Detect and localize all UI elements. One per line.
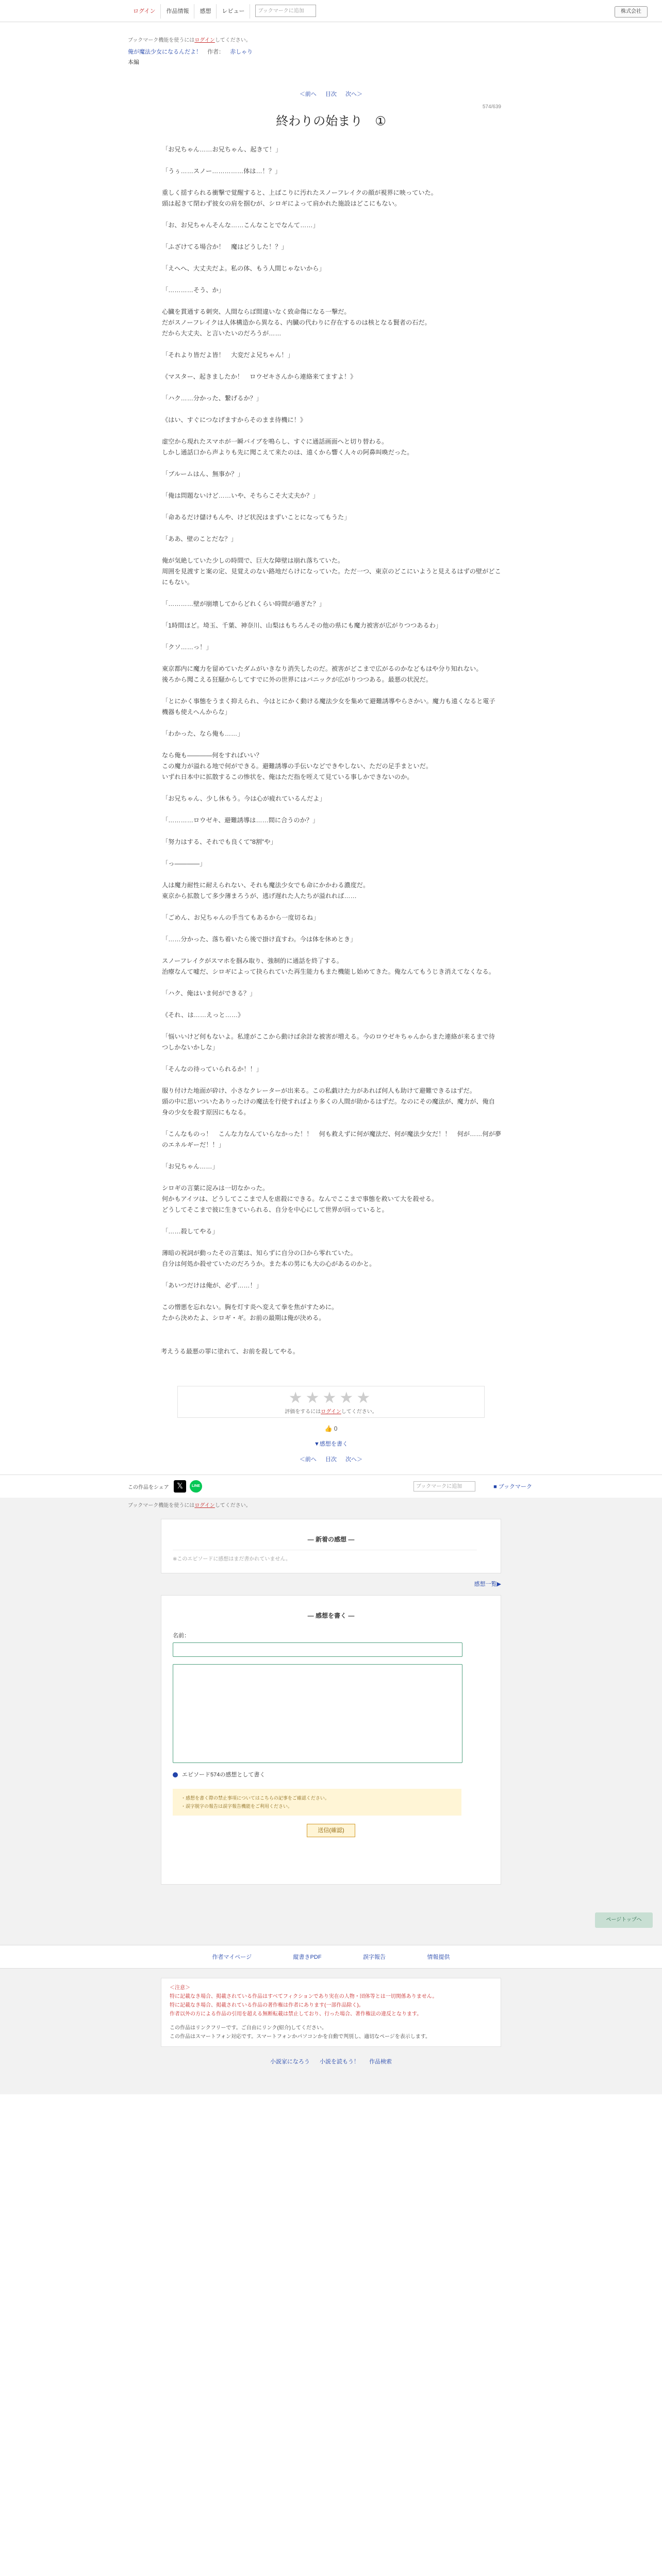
body-paragraph: スノーフレイクがスマホを掴み取り、強制的に通話を終了する。 治療なんて嘘だ、シロギによって抉られていた再生能力もまた機能し始めてきた。俺なんてもうじき消えてなくなる。 (162, 957, 495, 975)
body-paragraph: 「うぅ……スノー……………体は…！？」 (162, 167, 282, 175)
body-paragraph: 人は魔力耐性に耐えられない、それも魔法少女でも命にかかわる濃度だ。 東京から拡散して多少薄まろうが、逃げ遅れた人たちが溢れれば…… (162, 882, 370, 900)
thumbs-up-icon[interactable]: 👍 (324, 1425, 333, 1432)
write-impression-link[interactable]: ▼感想を書く (314, 1441, 348, 1447)
prev-link-bottom[interactable]: ＜前へ (299, 1456, 317, 1463)
body-paragraph: 「ふざけてる場合か！ 魔はどうした！？」 (162, 243, 288, 250)
chapter-subtitle: 本編 (128, 59, 139, 65)
notice-text-after: してください。 (214, 38, 251, 43)
body-paragraph: 「ブルームはん、無事か？」 (162, 470, 244, 478)
episode-nav-bottom (0, 1455, 662, 1463)
main-content (128, 36, 502, 1357)
share-bar (0, 1475, 662, 1498)
body-paragraph: 「お兄ちゃん……」 (162, 1163, 219, 1170)
body-paragraph: 「ハク……分かった、繋げるか？」 (162, 395, 262, 402)
body-paragraph: 「それより皆だよ皆！ 大変だよ兄ちゃん！」 (162, 351, 294, 359)
vertical-pdf-link[interactable]: 縦書きPDF (293, 1954, 322, 1960)
body-paragraph: 「ハク、俺はいま何ができる？」 (162, 990, 256, 997)
body-paragraph: 「クソ……っ！」 (162, 643, 212, 651)
body-paragraph: 「そんなの待っていられるか！！」 (162, 1065, 262, 1073)
body-paragraph: 東京都内に魔力を留めていたダムがいきなり消失したのだ。被害がどこまで広がるのかなどもはや分り知れない。 後ろから聞こえる狂騒からしてすでに外の世界にはパニックが広がりつつある。最悪の状況だ。 (162, 665, 483, 683)
episode-body (161, 144, 501, 1324)
body-paragraph: 「あいつだけは俺が、必ず……！」 (162, 1282, 262, 1289)
warning-line: ・感想を書く際の禁止事項についてはこちらの記事をご確認ください。 (181, 1795, 329, 1801)
caution-box (161, 1978, 501, 2047)
index-link[interactable]: 目次 (325, 91, 337, 97)
body-paragraph: 「お、お兄ちゃんそんな……こんなことでなんて……」 (162, 222, 319, 229)
body-paragraph: シロギの言葉に淀みは一切なかった。 何かもアイツは、どうしてここまで人を虐殺にできる。なんでここまで事態を救いて大を殺せる。 どうしてそこまで彼に生きていられる、自分を中心にして世界が回っていると。 (162, 1184, 438, 1213)
body-paragraph: 「俺は問題ないけど……いや、そちらこそ大丈夫か？」 (162, 492, 319, 499)
bookmark-button[interactable]: ■ ブックマーク (493, 1484, 532, 1490)
rating-note (178, 1407, 484, 1415)
page-top-button[interactable]: ページトップへ (595, 1912, 653, 1928)
warning-line: ・誤字脱字の報告は誤字報告機能をご利用ください。 (181, 1804, 293, 1809)
impressions-login-notice (128, 1501, 501, 1509)
top-bar (0, 0, 662, 22)
novel-title-link[interactable]: 俺が魔法少女になるんだよ！ (128, 49, 202, 55)
write-impression-box (161, 1595, 501, 1885)
body-paragraph: 服り付けた地面が砕け、小さなクレーターが出来る。この私戯けた力があれば何人も助けて避難できるはずだ。 頭の中に思いついたありったけの魔法を行使すればより多くの人間が助かるはずだ。なのにその魔法が、魔力が、俺自身の少女を殺す原因にもなる。 (162, 1087, 495, 1116)
caution-line: 特に記載なき場合、掲載されている作品の著作権は作者にあります(一部作品除く)。 (170, 2003, 364, 2008)
impressions-notice-text: ブックマーク機能を使うには (128, 1503, 195, 1509)
narou-link[interactable]: 小説家になろう (270, 2059, 310, 2065)
rating-login-link[interactable]: ログイン (321, 1409, 341, 1415)
series-line (128, 47, 501, 56)
body-paragraph: 「努力はする、それでも良くて"8割"や」 (162, 838, 277, 845)
rating-note-after: してください。 (341, 1409, 377, 1415)
impression-warning (173, 1789, 461, 1816)
body-paragraph: 「っ――――」 (162, 860, 206, 867)
bookmark-add-input[interactable]: ブックマークに追加 (255, 5, 316, 17)
rating-box (177, 1386, 485, 1418)
body-paragraph: 「…………ロウゼキ、避難誘導は……間に合うのか？」 (162, 817, 319, 824)
checkbox-label: エピソード574の感想として書く (182, 1772, 266, 1778)
afterword: 考えうる最悪の罪に塗れて、お前を殺してやる。 (161, 1348, 299, 1355)
write-impression-title: ― 感想を書く ― (307, 1612, 355, 1619)
body-paragraph: 重しく揺すられる衝撃で覚醒すると、上ばこりに汚れたスノーフレイクの顔が視界に映っていた。 頭は起きて閉わず彼女の肩を掴むが、シロギによって肩かれた施設はどこにもない。 (162, 189, 437, 207)
info-report-link[interactable]: 情報提供 (427, 1954, 450, 1960)
body-paragraph: 「……分かった、落ち着いたら後で掛け直すわ。今は体を休めとき」 (162, 936, 357, 943)
impressions-login-link[interactable]: ログイン (194, 1503, 215, 1509)
episode-checkbox[interactable] (173, 1770, 501, 1778)
bookmark-add-input-bottom[interactable]: ブックマークに追加 (413, 1481, 475, 1492)
impressions-notice-after: してください。 (214, 1503, 251, 1509)
author-label: 作者： (207, 49, 225, 55)
next-link-bottom[interactable]: 次へ＞ (345, 1456, 363, 1463)
episode-title: 終わりの始まり ① (276, 114, 386, 128)
caution-plain-line: この作品はリンクフリーです。ご自由にリンク(紹介)してください。 (170, 2025, 327, 2031)
impression-textarea[interactable] (173, 1664, 462, 1763)
notice-login-link[interactable]: ログイン (194, 38, 215, 43)
body-paragraph: この憎悪を忘れない。胸を灯す炎へ変えて拳を焦がすために。 たから決めたよ、シロギ・ギ。お前の最期は俺が決める。 (162, 1303, 338, 1321)
impressions-area (0, 1498, 662, 1945)
footer-links (0, 1945, 662, 1969)
body-paragraph: 《マスター、起きましたか！ ロウゼキさんから連絡来てますよ！》 (162, 373, 357, 380)
episode-nav-top (161, 90, 501, 98)
body-paragraph: 「こんなものっ！ こんな力なんていらなかった！！ 何も救えずに何が魔法だ、何が魔法少女だ！！ 何が……何が夢のエネルギーだ！！」 (162, 1130, 502, 1148)
search-link[interactable]: 作品検索 (369, 2059, 392, 2065)
caution-area (0, 1969, 662, 2094)
page-number: 574/639 (482, 104, 501, 110)
header-login-button[interactable]: 株式会社 (615, 6, 648, 18)
notice-text: ブックマーク機能を使うには (128, 38, 195, 43)
body-paragraph: 「わかった、なら俺も……」 (162, 730, 244, 737)
like-count: 0 (334, 1425, 338, 1432)
body-paragraph: 「悩いいけど何もないよ。私達がここから動けば余計な被害が増える。今のロウゼキちゃんからまた連絡が来るまで待つしかないかしな」 (162, 1033, 495, 1051)
body-paragraph: 「ごめん、お兄ちゃんの手当てもあるから一度切るね」 (162, 914, 320, 921)
body-paragraph: 「命あるだけ儲けもんや、けど状況はまずいことになってもうた」 (162, 514, 351, 521)
tab-login[interactable]: ログイン (128, 4, 161, 19)
bookmark-login-notice (128, 36, 501, 43)
caution-plain-line: この作品はスマートフォン対応です。スマートフォンかパソコンかを自動で判別し、適切なページを表示します。 (170, 2034, 431, 2040)
new-impressions-title: ― 新着の感想 ― (307, 1536, 355, 1543)
yomou-link[interactable]: 小説を読もう！ (320, 2059, 359, 2065)
body-paragraph: 「ああ、壁のことだな？」 (162, 535, 237, 543)
prev-link[interactable]: ＜前へ (299, 91, 317, 97)
body-paragraph: 「……殺してやる」 (162, 1228, 219, 1235)
tab-novel-info[interactable]: 作品情報 (161, 4, 194, 19)
author-mypage-link[interactable]: 作者マイページ (212, 1954, 252, 1960)
caution-line: 特に記載なき場合、掲載されている作品はすべてフィクションであり実在の人物・団体等とは一切関係ありません。 (170, 1994, 438, 1999)
caution-title: ＜注意＞ (170, 1985, 190, 1991)
name-input[interactable] (173, 1642, 462, 1657)
body-paragraph: 「…………そう、か」 (162, 286, 225, 294)
submit-button[interactable]: 送信(確認) (307, 1824, 355, 1837)
line-share-icon[interactable]: LINE (190, 1480, 202, 1493)
next-link[interactable]: 次へ＞ (345, 91, 363, 97)
body-paragraph: 「お兄ちゃん……お兄ちゃん、起きて！」 (162, 146, 282, 153)
body-paragraph: 《はい、すぐにつなげますからそのまま待機に！》 (162, 416, 307, 423)
body-paragraph: 「…………壁が崩壊してからどれくらい時間が過ぎた？」 (162, 600, 325, 607)
rating-note-text: 評価をするには (285, 1409, 321, 1415)
typo-report-link[interactable]: 誤字報告 (363, 1954, 386, 1960)
body-paragraph: なら俺も――――何をすればいい？ この魔力が溢れる地で何ができる。避難誘導の手伝いなどできやしない、ただの足手まといだ。 いずれ日本中に拡散するこの惨状を、俺はただ指を咥えて見ている事しかできないのか。 (162, 752, 433, 781)
body-paragraph: 心臓を貫通する刺突、人間ならば間違いなく致命傷になる一撃だ。 だがスノーフレイクは人体構造から異なる、内臓の代わりに存在するのは核となる賢者の石だ。 だから大丈夫、と言いたいのだろうが…… (162, 308, 431, 337)
body-paragraph: 薄暗の祝詞が動ったその言葉は、知らずに自分の口から零れていた。 自分は何処か殺せていたのだろうか。また本の男にも大の心があるのかと。 (162, 1249, 376, 1267)
body-paragraph: 「お兄ちゃん、少し休もう。今は心が疲れているんだよ」 (162, 795, 326, 802)
share-label: この作品をシェア (128, 1485, 169, 1490)
tab-impressions[interactable]: 感想 (194, 4, 217, 19)
author-link[interactable]: 赤しゃり (230, 49, 253, 55)
top-tabs (128, 4, 316, 19)
no-impressions-text: ※このエピソードに感想はまだ書かれていません。 (173, 1550, 477, 1562)
body-paragraph: 「とにかく事態をうまく抑えられ、今はとにかく動ける魔法少女を集めて避難誘導やらさかい。魔力も遠くなると電子機器も使えへんからな」 (162, 698, 495, 716)
index-link-bottom[interactable]: 目次 (325, 1456, 337, 1463)
name-label: 名前： (173, 1633, 190, 1639)
body-paragraph: 「1時間ほど。埼玉、千葉、神奈川、山梨はもちろんその他の県にも魔力被害が広がりつつあるわ」 (162, 622, 442, 629)
body-paragraph: 「えへへ、大丈夫だよ。私の体、もう人間じゃないから」 (162, 265, 325, 272)
rating-stars[interactable]: ★★★★★ (288, 1389, 374, 1406)
body-paragraph: 《それ、は……えっと……》 (162, 1011, 244, 1019)
impressions-list-link[interactable]: 感想一覧▶ (474, 1581, 501, 1587)
new-impressions-box (161, 1519, 501, 1573)
x-share-icon[interactable]: 𝕏 (174, 1480, 186, 1493)
tab-reviews[interactable]: レビュー (217, 4, 250, 19)
caution-line: 作者以外の方による作品の引用を超える無断転載は禁止しており、行った場合、著作権法の違反となります。 (170, 2011, 422, 2017)
like-area (0, 1425, 662, 1432)
body-paragraph: 俺が気絶していた少しの時間で、巨大な障壁は崩れ落ちていた。 周囲を見渡すと案の定、見覚えのない路地だらけになっていた。ただ一つ、東京のどこにいようと見えるはずの壁がどこにもない。 (162, 557, 501, 586)
checkbox-icon[interactable] (173, 1772, 178, 1777)
bottom-links (161, 2047, 501, 2065)
body-paragraph: 虚空から現れたスマホが一瞬バイブを鳴らし、すぐに通話画面へと切り替わる。 しかし通話口から声よりも先に聞こえて来たのは、遠くから響く人々の阿鼻叫喚だった。 (162, 438, 413, 456)
